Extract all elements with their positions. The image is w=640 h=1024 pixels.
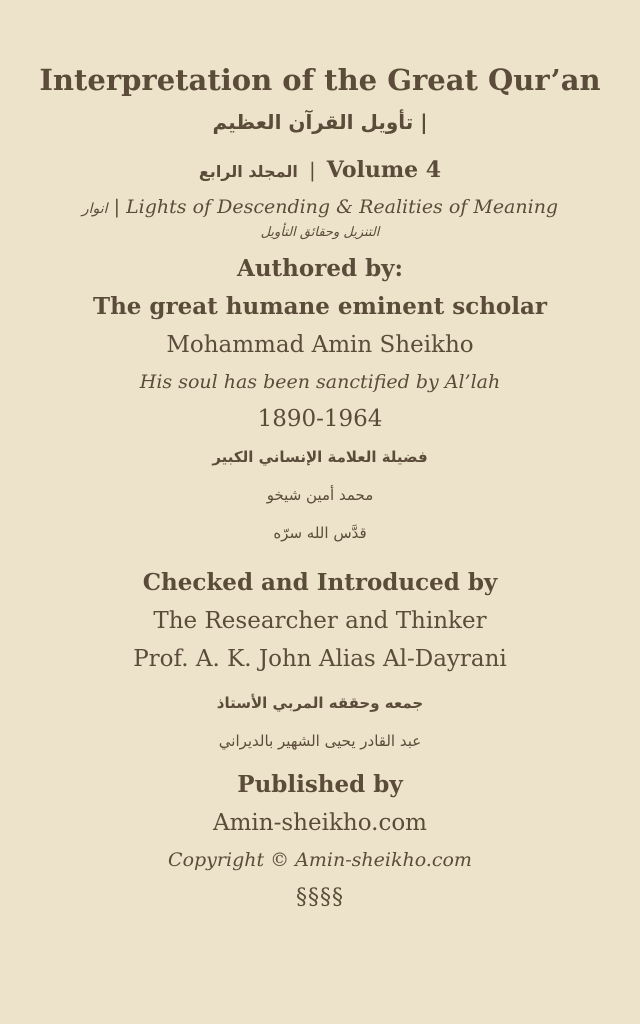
subtitle-arabic-part2: التنزيل وحقائق التأويل: [260, 225, 380, 240]
copyright-notice: Copyright © Amin-sheikho.com: [168, 849, 472, 871]
author-honorific-arabic: فضيلة العلامة الإنساني الكبير: [212, 448, 428, 466]
editor-name-arabic: عبد القادر يحيى الشهير بالديراني: [218, 732, 422, 750]
author-name: Mohammad Amin Sheikho: [166, 332, 474, 358]
author-blessing: His soul has been sanctified by Al’lah: [139, 371, 501, 393]
section-ornament: §§§§: [296, 885, 344, 910]
author-honorific: The great humane eminent scholar: [92, 293, 548, 320]
author-blessing-arabic: قدَّس الله سرّه: [273, 524, 367, 542]
volume-line: [0, 152, 640, 190]
author-name-arabic: محمد أمين شيخو: [266, 486, 374, 504]
volume-english: Volume 4: [326, 157, 442, 183]
volume-arabic: المجلد الرابع: [198, 162, 298, 181]
editor-role: The Researcher and Thinker: [153, 608, 487, 634]
publisher-site: Amin-sheikho.com: [213, 810, 427, 836]
authored-by-heading: Authored by:: [236, 255, 404, 282]
checked-by-heading: Checked and Introduced by: [142, 569, 498, 596]
book-title: Interpretation of the Great Qur’an: [39, 63, 601, 97]
volume-separator: |: [308, 158, 316, 182]
subtitle-english: Lights of Descending & Realities of Meaning: [126, 196, 559, 218]
published-by-heading: Published by: [237, 771, 403, 798]
editor-name: Prof. A. K. John Alias Al-Dayrani: [133, 646, 507, 672]
subtitle-line: [0, 194, 640, 222]
author-years: 1890-1964: [257, 406, 383, 432]
subtitle-arabic-part1: انوار: [81, 201, 108, 217]
editor-role-arabic: جمعه وحققه المربي الأستاذ: [216, 694, 424, 712]
book-title-arabic: | تأويل القرآن العظيم: [212, 110, 428, 134]
subtitle-separator: |: [113, 196, 121, 218]
